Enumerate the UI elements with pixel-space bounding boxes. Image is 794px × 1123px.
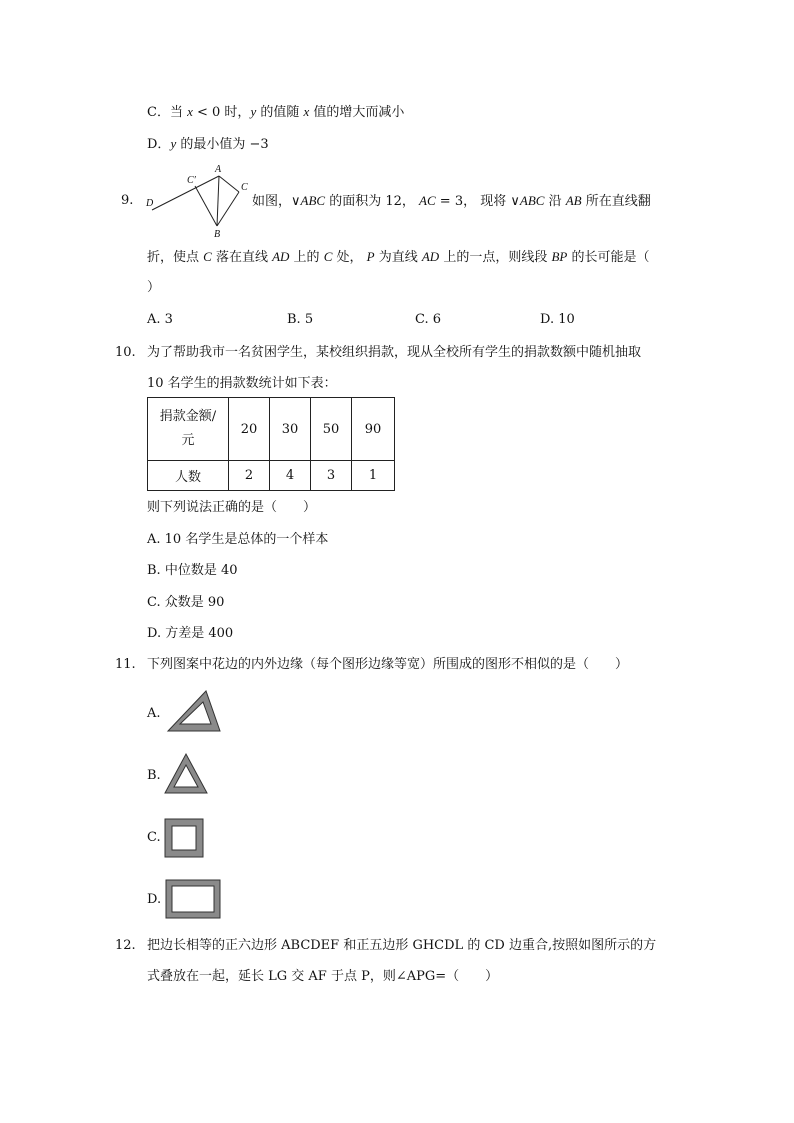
q9-label-a: A <box>215 164 222 175</box>
table-cell-amount: 50 <box>311 398 352 461</box>
q10-option-c: C. 众数是 90 <box>147 595 225 610</box>
table-cell-amount: 20 <box>229 398 270 461</box>
q11-option-a-figure <box>166 689 222 733</box>
q8-option-d: D．y 的最小值为 −3 <box>147 136 269 152</box>
q12-number: 12. <box>115 938 136 953</box>
q10-number: 10. <box>115 345 136 360</box>
q9-option-b: B. 5 <box>287 312 314 327</box>
table-header-amount <box>148 398 229 461</box>
q12-text-line1: 把边长相等的正六边形 ABCDEF 和正五边形 GHCDL 的 CD 边重合,按照如图所示的方 <box>147 938 657 953</box>
q10-text-line2: 10 名学生的捐款数统计如下表： <box>147 376 337 391</box>
q9-text-line3: ） <box>147 280 161 295</box>
q9-label-c-prime: C′ <box>187 175 196 186</box>
table-cell-count: 4 <box>270 461 311 491</box>
table-cell-count: 3 <box>311 461 352 491</box>
q11-option-a-label: A. <box>147 706 161 721</box>
q10-question: 则下列说法正确的是（ ） <box>147 500 317 515</box>
table-cell-amount: 30 <box>270 398 311 461</box>
table-row <box>148 461 395 491</box>
q10-option-a: A. 10 名学生是总体的一个样本 <box>147 532 329 547</box>
header-label-line1: 捐款金额/ <box>159 409 217 424</box>
q9-option-a: A. 3 <box>147 312 173 327</box>
header-label-line2: 元 <box>181 433 195 448</box>
q9-text-line2: 折，使点 C 落在直线 AD 上的 C 处， P 为直线 AD 上的一点，则线段 BP 的长可能是（ <box>147 249 650 265</box>
table-cell-amount: 90 <box>352 398 395 461</box>
q8-option-c: C．当 x < 0 时，y 的值随 x 值的增大而减小 <box>147 104 405 120</box>
q9-triangle-figure <box>142 160 254 240</box>
q9-label-c: C <box>241 182 248 193</box>
q10-option-b: B. 中位数是 40 <box>147 563 238 578</box>
q11-option-d-label: D. <box>147 892 162 907</box>
q10-text-line1: 为了帮助我市一名贫困学生，某校组织捐款，现从全校所有学生的捐款数额中随机抽取 <box>147 345 642 360</box>
q11-option-c-figure <box>164 818 204 858</box>
table-row <box>148 398 395 461</box>
q11-option-b-figure <box>163 752 209 795</box>
q9-label-b: B <box>214 229 221 240</box>
donation-table <box>147 397 395 491</box>
q11-option-b-label: B. <box>147 768 161 783</box>
q9-text-line1: 如图，∨ABC 的面积为 12， AC = 3， 现将 ∨ABC 沿 AB 所在直线翻 <box>252 193 651 209</box>
table-cell-count: 2 <box>229 461 270 491</box>
q11-text: 下列图案中花边的内外边缘（每个图形边缘等宽）所围成的图形不相似的是（ ） <box>147 657 629 672</box>
table-cell-count: 1 <box>352 461 395 491</box>
q9-option-c: C. 6 <box>415 312 442 327</box>
q12-text-line2: 式叠放在一起，延长 LG 交 AF 于点 P，则∠APG=（ ） <box>147 969 499 984</box>
q9-option-d: D. 10 <box>540 312 575 327</box>
q11-option-c-label: C. <box>147 830 161 845</box>
q10-option-d: D. 方差是 400 <box>147 626 234 641</box>
q9-label-d: D <box>146 198 154 209</box>
table-row-label: 人数 <box>148 461 229 491</box>
q9-number: 9. <box>121 193 134 208</box>
q11-option-d-figure <box>165 879 221 919</box>
q11-number: 11. <box>115 657 136 672</box>
